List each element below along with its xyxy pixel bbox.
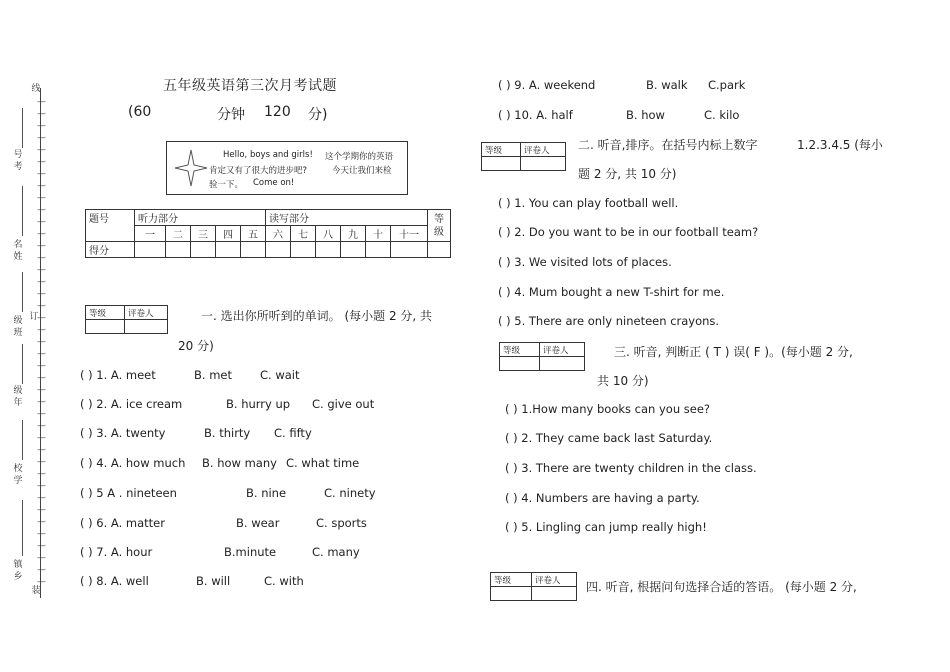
section1-heading: 一. 选出你所听到的单词。 (每小题 2 分, 共 <box>201 309 433 323</box>
option-c: C. kilo <box>704 108 740 122</box>
binding-dash: — <box>37 241 46 251</box>
score-table-read: 读写部分 <box>266 210 428 226</box>
binding-dash: — <box>37 373 46 383</box>
score-table-listen: 听力部分 <box>135 210 266 226</box>
question-stem: ( ) 1. A. meet <box>80 368 156 382</box>
score-number: 120 <box>264 104 291 120</box>
question-row: ( ) 4. Mum bought a new T-shirt for me. <box>498 285 725 299</box>
grade-box-section3 <box>499 342 585 371</box>
score-col: 六 <box>266 226 291 242</box>
strip-label-line: 线 <box>31 84 41 94</box>
time-number: (60 <box>128 104 152 120</box>
binding-dash: — <box>37 229 46 239</box>
strip-label-xiao: 校 <box>13 464 23 474</box>
score-cell[interactable] <box>391 242 428 258</box>
binding-dash: — <box>37 505 46 515</box>
blank-line-banji <box>22 272 23 312</box>
binding-dash: — <box>37 325 46 335</box>
greeting-line2-zh-b: 今天让我们来检 <box>332 166 392 176</box>
time-unit: 分钟 <box>217 107 245 123</box>
binding-dash: — <box>37 541 46 551</box>
binding-dash: — <box>37 361 46 371</box>
greeting-line1-zh: 这个学期你的英语 <box>325 152 394 162</box>
option-c: C. with <box>264 574 304 588</box>
score-col: 四 <box>216 226 241 242</box>
option-c: C. ninety <box>324 486 376 500</box>
binding-dash: — <box>37 157 46 167</box>
score-table <box>85 209 451 258</box>
grade-box-cell[interactable] <box>491 587 532 601</box>
blank-line-kaohao <box>22 108 23 148</box>
score-col: 一 <box>135 226 166 242</box>
grade-box-section2 <box>481 142 566 171</box>
score-col: 八 <box>316 226 341 242</box>
score-table-title: 题号 <box>86 210 135 242</box>
score-unit: 分) <box>308 107 328 123</box>
strip-label-ding: 订 <box>29 312 39 322</box>
grade-box-cell[interactable] <box>521 157 566 171</box>
greeting-line3-zh: 验一下。 <box>209 180 244 190</box>
binding-dash: — <box>37 481 46 491</box>
grade-box-cell[interactable] <box>532 587 577 601</box>
strip-label-xiang: 乡 <box>13 572 23 582</box>
strip-label-kao: 考 <box>13 162 23 172</box>
binding-dash: — <box>37 109 46 119</box>
binding-dash: — <box>37 313 46 323</box>
strip-label-ji2: 级 <box>13 386 23 396</box>
binding-dash: — <box>37 145 46 155</box>
binding-dash: — <box>37 217 46 227</box>
greeting-box <box>166 141 408 195</box>
score-row-label: 得分 <box>86 242 135 258</box>
grade-box-cell[interactable] <box>86 320 125 334</box>
binding-dash: — <box>37 193 46 203</box>
section1-heading-cont: 20 分) <box>178 339 214 353</box>
score-table-grade-a: 等 <box>434 213 444 225</box>
blank-line-xuexiao <box>22 420 23 460</box>
question-stem: ( ) 4. A. how much <box>80 456 186 470</box>
option-b: B. how many <box>202 456 277 470</box>
question-stem: ( ) 10. A. half <box>498 108 573 122</box>
strip-label-ji1: 级 <box>13 316 23 326</box>
grade-box-section1 <box>85 305 168 334</box>
binding-dash: — <box>37 337 46 347</box>
greeting-line2-zh: 肯定又有了很大的进步吧? <box>209 166 308 176</box>
grade-box-grade: 等级 <box>491 573 532 587</box>
strip-label-xue: 学 <box>13 476 23 486</box>
binding-dash: — <box>37 421 46 431</box>
grade-box-grader: 评卷人 <box>125 306 168 320</box>
binding-dash: — <box>37 433 46 443</box>
binding-dash: — <box>37 277 46 287</box>
question-row: ( ) 1. You can play football well. <box>498 196 679 210</box>
section2-heading-cont: 题 2 分, 共 10 分) <box>578 167 677 181</box>
binding-dash: — <box>37 529 46 539</box>
score-table-grade-b: 级 <box>434 226 444 238</box>
question-stem: ( ) 7. A. hour <box>80 545 153 559</box>
score-cell[interactable] <box>191 242 216 258</box>
strip-label-xing: 姓 <box>13 252 23 262</box>
question-row: ( ) 1.How many books can you see? <box>505 402 711 416</box>
blank-line-xingming <box>22 186 23 236</box>
option-b: B. walk <box>646 78 688 92</box>
strip-label-hao: 号 <box>13 150 23 160</box>
score-cell[interactable] <box>366 242 391 258</box>
binding-dash: — <box>37 265 46 275</box>
binding-dash: — <box>37 385 46 395</box>
grade-box-cell[interactable] <box>482 157 521 171</box>
score-col: 三 <box>191 226 216 242</box>
greeting-line3-en: Come on! <box>253 178 295 188</box>
grade-box-grade: 等级 <box>86 306 125 320</box>
strip-label-zhen: 镇 <box>13 560 23 570</box>
question-row: ( ) 5. There are only nineteen crayons. <box>498 314 720 328</box>
binding-dash: — <box>37 517 46 527</box>
binding-dash: — <box>37 493 46 503</box>
strip-label-nian: 年 <box>13 398 23 408</box>
option-c: C. give out <box>312 397 375 411</box>
question-stem: ( ) 3. A. twenty <box>80 426 166 440</box>
binding-dash: — <box>37 133 46 143</box>
binding-dash: — <box>37 181 46 191</box>
question-stem: ( ) 5 A . nineteen <box>80 486 177 500</box>
binding-dash: — <box>37 469 46 479</box>
score-cell[interactable] <box>166 242 191 258</box>
score-col: 九 <box>341 226 366 242</box>
question-row: ( ) 3. There are twenty children in the class. <box>505 461 757 475</box>
section3-heading-cont: 共 10 分) <box>597 374 649 388</box>
binding-dash: — <box>37 577 46 587</box>
score-col: 七 <box>291 226 316 242</box>
score-col: 五 <box>241 226 266 242</box>
binding-dash: — <box>37 553 46 563</box>
option-c: C.park <box>708 78 746 92</box>
option-b: B. hurry up <box>226 397 291 411</box>
section4-heading: 四. 听音, 根据问句选择合适的答语。 (每小题 2 分, <box>586 580 857 594</box>
question-stem: ( ) 8. A. well <box>80 574 149 588</box>
score-cell[interactable] <box>316 242 341 258</box>
option-b: B. will <box>196 574 231 588</box>
score-cell[interactable] <box>291 242 316 258</box>
binding-dash: — <box>37 397 46 407</box>
question-row: ( ) 2. They came back last Saturday. <box>505 431 713 445</box>
section2-heading-nums: 1.2.3.4.5 (每小 <box>797 138 883 152</box>
option-b: B. how <box>626 108 665 122</box>
grade-box-grade: 等级 <box>500 343 540 357</box>
score-cell[interactable] <box>135 242 166 258</box>
score-cell[interactable] <box>216 242 241 258</box>
score-col: 十 <box>366 226 391 242</box>
option-b: B. met <box>194 368 232 382</box>
score-cell[interactable] <box>341 242 366 258</box>
binding-dash: — <box>37 253 46 263</box>
option-b: B.minute <box>224 545 277 559</box>
option-c: C. wait <box>260 368 300 382</box>
grade-box-cell[interactable] <box>540 357 585 371</box>
grade-box-grader: 评卷人 <box>532 573 577 587</box>
binding-dash: — <box>37 349 46 359</box>
option-c: C. fifty <box>274 426 312 440</box>
grade-box-section4 <box>490 572 577 601</box>
question-row: ( ) 3. We visited lots of places. <box>498 255 672 269</box>
question-row: ( ) 4. Numbers are having a party. <box>505 491 700 505</box>
binding-dash: — <box>37 97 46 107</box>
grade-box-cell[interactable] <box>500 357 540 371</box>
greeting-line1-en: Hello, boys and girls! <box>223 150 313 160</box>
binding-dash: — <box>37 289 46 299</box>
grade-box-grade: 等级 <box>482 143 521 157</box>
option-c: C. what time <box>286 456 360 470</box>
section2-heading: 二. 听音,排序。在括号内标上数字 <box>578 138 758 152</box>
option-c: C. sports <box>316 516 367 530</box>
grade-box-grader: 评卷人 <box>521 143 566 157</box>
grade-box-cell[interactable] <box>125 320 168 334</box>
binding-dash: — <box>37 565 46 575</box>
score-cell[interactable] <box>266 242 291 258</box>
question-stem: ( ) 6. A. matter <box>80 516 165 530</box>
strip-label-ban: 班 <box>13 328 23 338</box>
binding-dash: — <box>37 457 46 467</box>
question-row: ( ) 5. Lingling can jump really high! <box>505 520 707 534</box>
blank-line-xiangzhen <box>22 500 23 556</box>
binding-dash: — <box>37 169 46 179</box>
four-point-star-icon <box>173 148 209 188</box>
binding-dash: — <box>37 205 46 215</box>
score-table-grade <box>428 210 451 242</box>
question-stem: ( ) 9. A. weekend <box>498 78 596 92</box>
option-b: B. thirty <box>204 426 251 440</box>
binding-dash: — <box>37 301 46 311</box>
score-col: 十一 <box>391 226 428 242</box>
question-stem: ( ) 2. A. ice cream <box>80 397 183 411</box>
blank-line-nianji <box>22 344 23 384</box>
score-cell[interactable] <box>241 242 266 258</box>
exam-title: 五年级英语第三次月考试题 <box>163 78 337 94</box>
question-row: ( ) 2. Do you want to be in our football team? <box>498 225 759 239</box>
binding-dash: — <box>37 409 46 419</box>
grade-box-grader: 评卷人 <box>540 343 585 357</box>
binding-dash: — <box>37 121 46 131</box>
score-cell[interactable] <box>428 242 451 258</box>
section3-heading: 三. 听音, 判断正 ( T ) 误( F )。(每小题 2 分, <box>614 345 853 359</box>
score-col: 二 <box>166 226 191 242</box>
binding-dash: — <box>37 445 46 455</box>
strip-label-zhuang: 装 <box>31 586 41 596</box>
option-b: B. nine <box>246 486 287 500</box>
option-b: B. wear <box>236 516 280 530</box>
strip-label-ming: 名 <box>13 240 23 250</box>
option-c: C. many <box>312 545 360 559</box>
